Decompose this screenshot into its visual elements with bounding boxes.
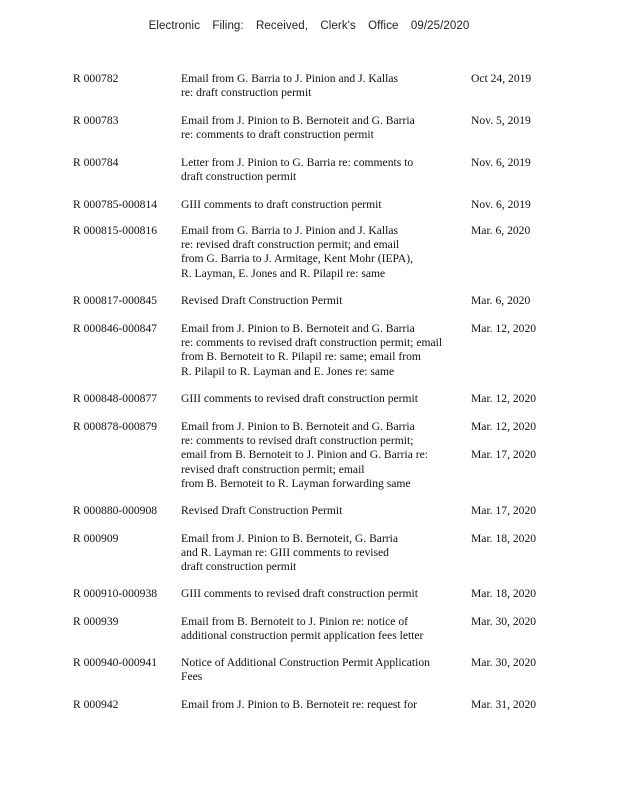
description-line: additional construction permit application fees letter xyxy=(181,629,424,643)
record-number: R 000940-000941 xyxy=(73,656,158,669)
description-line: from B. Bernoteit to R. Layman forwarding same xyxy=(181,476,411,490)
description-line: Email from B. Bernoteit to J. Pinion re: notice of xyxy=(181,615,409,628)
record-number: R 000846-000847 xyxy=(73,322,158,335)
record-number: R 000783 xyxy=(73,114,119,127)
record-date xyxy=(471,532,536,546)
record-description xyxy=(181,587,471,601)
record-number: R 000880-000908 xyxy=(73,504,158,517)
record-date xyxy=(471,504,536,518)
record-description xyxy=(181,504,471,518)
record-date xyxy=(471,156,531,170)
record-date xyxy=(471,294,530,308)
description-line: draft construction permit xyxy=(181,170,297,184)
description-line: and R. Layman re: GIII comments to revised xyxy=(181,546,389,560)
record-number: R 000785-000814 xyxy=(73,198,158,211)
record-date xyxy=(471,392,536,406)
description-line: from G. Barria to J. Armitage, Kent Mohr (IEPA), xyxy=(181,252,414,266)
record-number: R 000848-000877 xyxy=(73,392,158,405)
record-date xyxy=(471,224,530,238)
date-value: Mar. 31, 2020 xyxy=(471,698,537,711)
date-value: Nov. 5, 2019 xyxy=(471,114,531,127)
record-description xyxy=(181,392,471,406)
date-value: Mar. 12, 2020 xyxy=(471,420,537,433)
description-line: GIII comments to revised draft construction permit xyxy=(181,392,418,405)
date-value: Mar. 18, 2020 xyxy=(471,587,537,600)
record-number: R 000909 xyxy=(73,532,119,545)
record-date xyxy=(471,698,536,712)
record-description xyxy=(181,615,471,643)
description-line: Email from J. Pinion to B. Bernoteit and G. Barria xyxy=(181,114,415,127)
record-description xyxy=(181,322,471,379)
record-description xyxy=(181,532,471,575)
description-line: draft construction permit xyxy=(181,560,297,574)
record-number: R 000782 xyxy=(73,72,119,85)
page-header: Electronic Filing: Received, Clerk's Office 09/25/2020 xyxy=(148,20,470,32)
description-line: Fees xyxy=(181,670,203,684)
date-value: Mar. 18, 2020 xyxy=(471,532,537,545)
date-value: Mar. 30, 2020 xyxy=(471,615,537,628)
record-date xyxy=(471,322,536,336)
record-number: R 000784 xyxy=(73,156,119,169)
description-line: Letter from J. Pinion to G. Barria re: comments to xyxy=(181,156,414,169)
description-line: re: comments to revised draft construction permit; email xyxy=(181,336,443,350)
record-description xyxy=(181,656,471,684)
record-date xyxy=(471,72,531,86)
record-number: R 000817-000845 xyxy=(73,294,158,307)
description-line: email from B. Bernoteit to J. Pinion and G. Barria re: xyxy=(181,448,428,462)
date-value: Mar. 6, 2020 xyxy=(471,294,531,307)
date-value: Mar. 12, 2020 xyxy=(471,392,537,405)
date-value: Mar. 30, 2020 xyxy=(471,656,537,669)
record-number: R 000815-000816 xyxy=(73,224,158,237)
description-line: Email from J. Pinion to B. Bernoteit and G. Barria xyxy=(181,322,415,335)
description-line: GIII comments to draft construction permit xyxy=(181,198,382,211)
description-line: Email from J. Pinion to B. Bernoteit, G. Barria xyxy=(181,532,399,545)
date-value: Mar. 6, 2020 xyxy=(471,224,531,237)
description-line: re: comments to draft construction permit xyxy=(181,128,374,142)
description-line: re: draft construction permit xyxy=(181,86,312,100)
record-description xyxy=(181,420,471,491)
record-date xyxy=(471,656,536,670)
record-date xyxy=(471,420,536,463)
date-value: Nov. 6, 2019 xyxy=(471,156,531,169)
record-description xyxy=(181,294,471,308)
record-number: R 000878-000879 xyxy=(73,420,158,433)
record-date xyxy=(471,615,536,629)
record-description xyxy=(181,224,471,281)
record-date xyxy=(471,198,531,212)
date-value: Mar. 12, 2020 xyxy=(471,322,537,335)
description-line: Revised Draft Construction Permit xyxy=(181,504,343,517)
description-line: Email from G. Barria to J. Pinion and J. Kallas xyxy=(181,72,399,85)
record-date xyxy=(471,587,536,601)
record-description xyxy=(181,72,471,100)
description-line: GIII comments to revised draft construction permit xyxy=(181,587,418,600)
description-line: from B. Bernoteit to R. Pilapil re: same; email from xyxy=(181,350,421,364)
date-value: Mar. 17, 2020 xyxy=(471,504,537,517)
record-description xyxy=(181,198,471,212)
description-line: Email from G. Barria to J. Pinion and J. Kallas xyxy=(181,224,399,237)
description-line: re: comments to revised draft construction permit; xyxy=(181,434,414,448)
date-value: Mar. 17, 2020 xyxy=(471,448,537,462)
record-number: R 000942 xyxy=(73,698,119,711)
description-line: Notice of Additional Construction Permit Application xyxy=(181,656,430,669)
description-line: Email from J. Pinion to B. Bernoteit and G. Barria xyxy=(181,420,415,433)
record-number: R 000939 xyxy=(73,615,119,628)
record-description xyxy=(181,156,471,184)
description-line: Revised Draft Construction Permit xyxy=(181,294,343,307)
record-description xyxy=(181,698,471,712)
description-line: revised draft construction permit; email xyxy=(181,462,365,476)
description-line: R. Pilapil to R. Layman and E. Jones re: same xyxy=(181,364,395,378)
description-line: R. Layman, E. Jones and R. Pilapil re: same xyxy=(181,266,386,280)
description-line: re: revised draft construction permit; and email xyxy=(181,238,400,252)
record-number: R 000910-000938 xyxy=(73,587,158,600)
record-description xyxy=(181,114,471,142)
record-date xyxy=(471,114,531,128)
description-line: Email from J. Pinion to B. Bernoteit re: request for xyxy=(181,698,418,711)
date-value: Nov. 6, 2019 xyxy=(471,198,531,211)
date-value: Oct 24, 2019 xyxy=(471,72,532,85)
